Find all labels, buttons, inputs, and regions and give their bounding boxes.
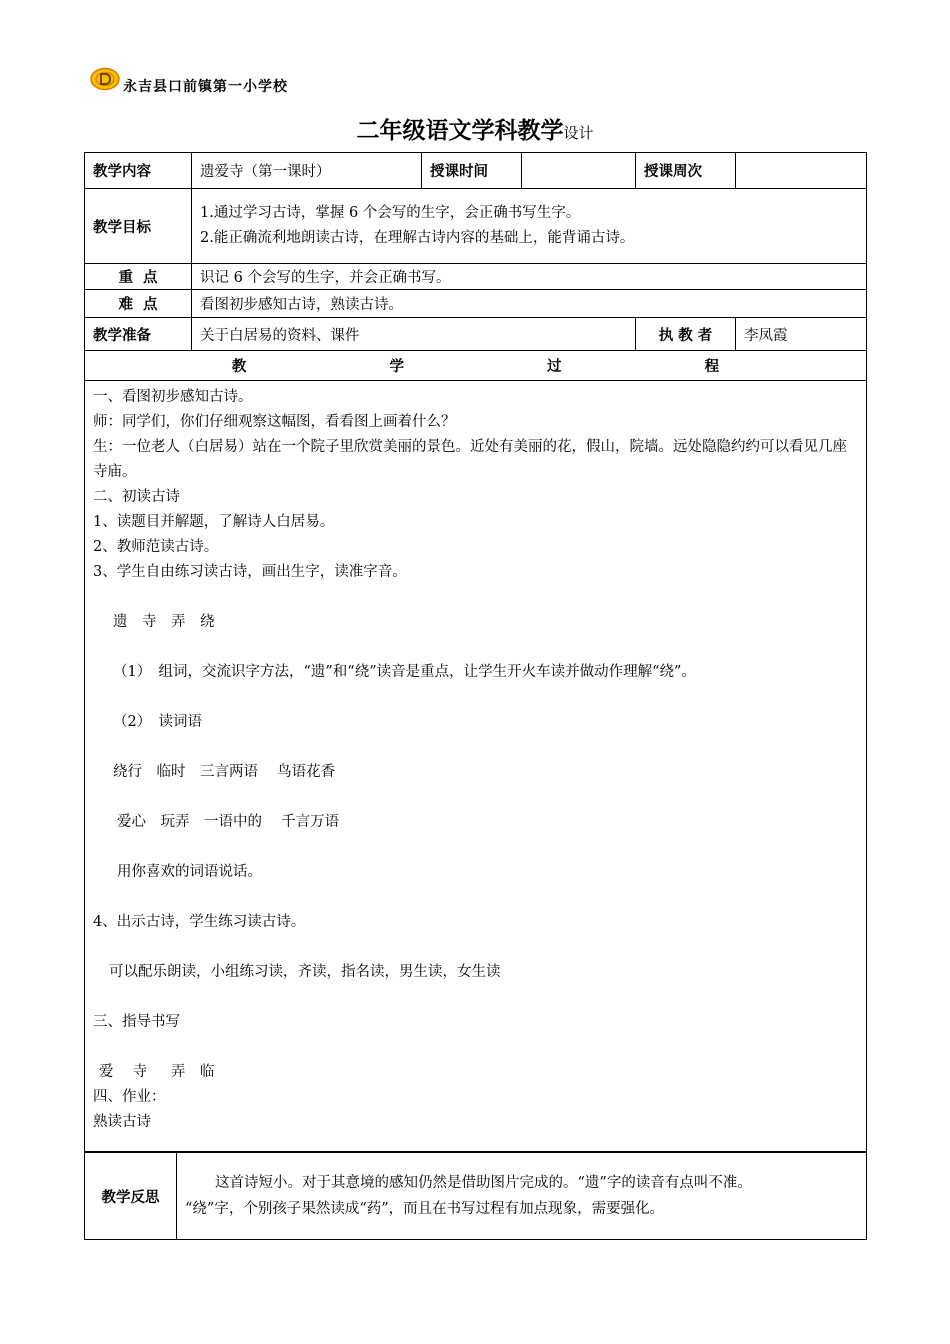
row-prep bbox=[85, 318, 867, 351]
title-suffix: 设计 bbox=[563, 124, 594, 142]
process-line: （1） 组词，交流识字方法，“遗”和“绕”读音是重点，让学生开火车读并做动作理解“绕”。 bbox=[113, 664, 696, 680]
content-label: 教学内容 bbox=[85, 153, 192, 189]
school-name: 永吉县口前镇第一小学校 bbox=[123, 79, 288, 95]
time-value bbox=[522, 153, 636, 189]
process-line: 爱 寺 弄 临 bbox=[99, 1064, 215, 1080]
school-logo-icon bbox=[90, 67, 120, 91]
goal-list bbox=[192, 189, 867, 264]
content-value: 遗爱寺（第一课时） bbox=[192, 153, 422, 189]
row-difficulty bbox=[85, 290, 867, 318]
process-line: 用你喜欢的词语说话。 bbox=[117, 864, 262, 880]
week-label: 授课周次 bbox=[636, 153, 736, 189]
key-label: 重 点 bbox=[85, 264, 192, 290]
teacher-value: 李凤霞 bbox=[736, 318, 867, 351]
process-line: 一、看图初步感知古诗。 bbox=[93, 389, 253, 405]
process-line: （2） 读词语 bbox=[113, 714, 202, 730]
prep-value: 关于白居易的资料、课件 bbox=[192, 318, 636, 351]
process-heading-char: 学 bbox=[389, 359, 404, 375]
row-key bbox=[85, 264, 867, 290]
process-heading-char: 程 bbox=[704, 359, 720, 375]
difficulty-label: 难 点 bbox=[85, 290, 192, 318]
process-line: 1、读题目并解题，了解诗人白居易。 bbox=[93, 514, 335, 530]
row-process bbox=[85, 381, 867, 1152]
process-line: 可以配乐朗读，小组练习读，齐读，指名读，男生读，女生读 bbox=[109, 964, 501, 980]
process-line: 4、出示古诗，学生练习读古诗。 bbox=[93, 914, 306, 930]
time-label: 授课时间 bbox=[422, 153, 522, 189]
row-process-heading bbox=[85, 351, 867, 381]
goal-item: 1.通过学习古诗，掌握 6 个会写的生字，会正确书写生字。 bbox=[200, 205, 581, 221]
process-line: 3、学生自由练习读古诗，画出生字，读准字音。 bbox=[93, 564, 407, 580]
process-line: 熟读古诗 bbox=[93, 1114, 151, 1130]
title-main: 二年级语文学科教学 bbox=[356, 118, 564, 144]
process-line: 2、教师范读古诗。 bbox=[93, 539, 219, 555]
key-value: 识记 6 个会写的生字，并会正确书写。 bbox=[192, 264, 867, 290]
process-line: 二、初读古诗 bbox=[93, 489, 180, 505]
process-heading bbox=[85, 351, 867, 381]
process-line: 三、指导书写 bbox=[93, 1014, 180, 1030]
reflection-label: 教学反思 bbox=[85, 1153, 177, 1240]
process-line: 师：同学们，你们仔细观察这幅图，看看图上画着什么？ bbox=[93, 414, 456, 430]
goal-item: 2.能正确流利地朗读古诗，在理解古诗内容的基础上，能背诵古诗。 bbox=[200, 230, 635, 246]
process-body bbox=[85, 381, 867, 1152]
prep-label: 教学准备 bbox=[85, 318, 192, 351]
process-heading-char: 教 bbox=[231, 359, 247, 375]
page-title bbox=[0, 112, 950, 145]
reflection-text bbox=[177, 1153, 867, 1240]
row-reflection bbox=[85, 1153, 867, 1240]
row-content bbox=[85, 153, 867, 189]
reflection-line: “绕”字，个别孩子果然读成“药”，而且在书写过程有加点现象，需要强化。 bbox=[185, 1201, 665, 1217]
lesson-plan-table bbox=[84, 152, 867, 1152]
process-line: 生：一位老人（白居易）站在一个院子里欣赏美丽的景色。近处有美丽的花，假山，院墙。远处隐隐约约可以看见几座寺庙。 bbox=[93, 439, 847, 480]
process-heading-char: 过 bbox=[547, 359, 562, 375]
row-goals bbox=[85, 189, 867, 264]
week-value bbox=[736, 153, 867, 189]
goal-label: 教学目标 bbox=[85, 189, 192, 264]
teacher-label: 执 教 者 bbox=[636, 318, 736, 351]
process-line: 绕行 临时 三言两语 鸟语花香 bbox=[113, 764, 336, 780]
process-line: 遗 寺 弄 绕 bbox=[113, 614, 215, 630]
difficulty-value: 看图初步感知古诗，熟读古诗。 bbox=[192, 290, 867, 318]
reflection-table bbox=[84, 1152, 867, 1240]
page-header bbox=[90, 64, 288, 94]
reflection-line: 这首诗短小。对于其意境的感知仍然是借助图片完成的。“遗”字的读音有点叫不准。 bbox=[215, 1175, 752, 1191]
process-line: 爱心 玩弄 一语中的 千言万语 bbox=[117, 814, 340, 830]
process-line: 四、作业： bbox=[93, 1089, 166, 1105]
